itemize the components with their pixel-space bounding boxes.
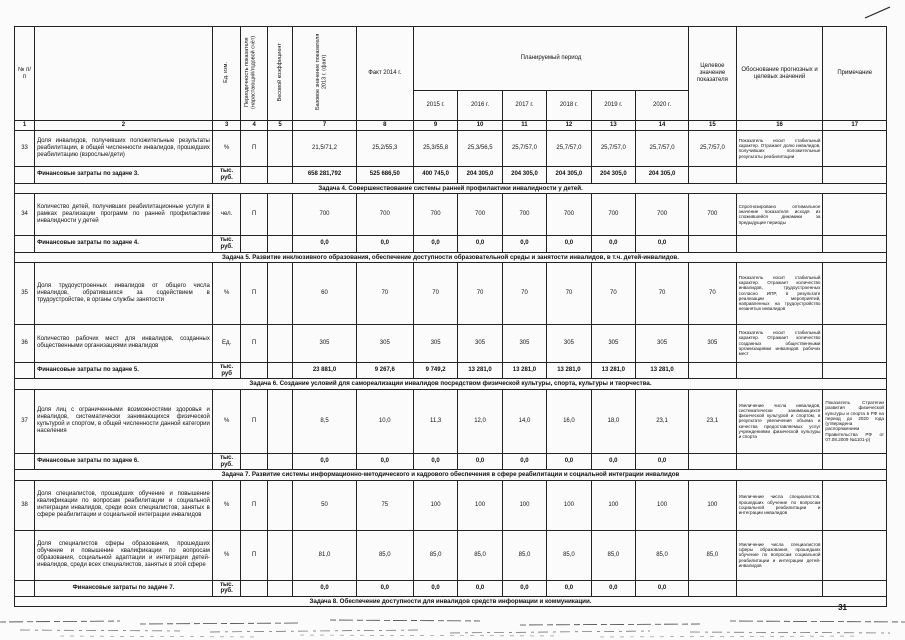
finance-2015: 0,0 bbox=[413, 453, 457, 470]
finance-2018: 13 281,0 bbox=[547, 362, 591, 379]
finance-unit: тыс. руб. bbox=[212, 166, 241, 183]
task-row bbox=[15, 379, 887, 389]
justification: Спрогнозировано оптимальное значение показателя исходя из сложившейся динамики за предыдущие периоды bbox=[736, 193, 823, 235]
fact-2014: 70 bbox=[356, 262, 413, 324]
value-2020: 100 bbox=[636, 480, 689, 530]
unit: % bbox=[212, 389, 241, 453]
baseline: 60 bbox=[293, 262, 356, 324]
value-2017: 85,0 bbox=[502, 530, 546, 580]
col-number: 3 bbox=[212, 121, 241, 131]
header-note: Примечание bbox=[823, 27, 887, 121]
note bbox=[823, 262, 887, 324]
unit: % bbox=[212, 130, 241, 166]
header-justification: Обоснование прогнозных и целевых значений bbox=[736, 27, 823, 121]
table-row bbox=[15, 389, 887, 453]
finance-unit: тыс. руб. bbox=[212, 580, 241, 597]
header-weight: Весовой коэффициент bbox=[276, 42, 283, 102]
fact-2014: 700 bbox=[356, 193, 413, 235]
finance-2014: 0,0 bbox=[356, 453, 413, 470]
col-number: 10 bbox=[458, 121, 502, 131]
finance-2016: 0,0 bbox=[458, 453, 502, 470]
value-2019: 700 bbox=[591, 193, 635, 235]
row-num bbox=[15, 530, 35, 580]
weight bbox=[267, 262, 292, 324]
col-number: 17 bbox=[823, 121, 887, 131]
finance-2014: 0,0 bbox=[356, 580, 413, 597]
finance-2015: 9 749,2 bbox=[413, 362, 457, 379]
value-2018: 700 bbox=[547, 193, 591, 235]
finance-baseline: 0,0 bbox=[293, 235, 356, 252]
fact-2014: 75 bbox=[356, 480, 413, 530]
target-value: 25,7/57,0 bbox=[689, 130, 737, 166]
finance-2018: 0,0 bbox=[547, 580, 591, 597]
unit: чел. bbox=[212, 193, 241, 235]
finance-2019: 204 305,0 bbox=[591, 166, 635, 183]
col-number: 15 bbox=[689, 121, 737, 131]
header-name bbox=[35, 27, 213, 121]
weight bbox=[267, 480, 292, 530]
page-number: 31 bbox=[838, 603, 847, 612]
value-2020: 70 bbox=[636, 262, 689, 324]
finance-label: Финансовые затраты по задаче 3. bbox=[35, 166, 213, 183]
value-2017: 100 bbox=[502, 480, 546, 530]
col-number: 2 bbox=[35, 121, 213, 131]
row-num: 33 bbox=[15, 130, 35, 166]
task-title: Задача 6. Создание условий для самореализации инвалидов посредством физической культуры, спорта, культуры и творчества. bbox=[15, 379, 887, 389]
finance-2017: 0,0 bbox=[502, 235, 546, 252]
justification: Показатель носит стабильный характер. Отражает количество созданных общественными организациями инвалидов рабочих мест bbox=[736, 324, 823, 362]
finance-unit: тыс. руб bbox=[212, 362, 241, 379]
value-2016: 85,0 bbox=[458, 530, 502, 580]
finance-2014: 525 686,50 bbox=[356, 166, 413, 183]
value-2018: 100 bbox=[547, 480, 591, 530]
value-2015: 70 bbox=[413, 262, 457, 324]
header-unit: Ед. изм. bbox=[223, 61, 230, 83]
finance-baseline: 23 881,0 bbox=[293, 362, 356, 379]
col-number: 5 bbox=[267, 121, 292, 131]
value-2016: 12,0 bbox=[458, 389, 502, 453]
baseline: 700 bbox=[293, 193, 356, 235]
value-2017: 14,0 bbox=[502, 389, 546, 453]
finance-2020: 204 305,0 bbox=[636, 166, 689, 183]
header-planned: Планируемый период bbox=[413, 27, 688, 91]
target-value: 23,1 bbox=[689, 389, 737, 453]
target-value: 100 bbox=[689, 480, 737, 530]
finance-2019: 0,0 bbox=[591, 235, 635, 252]
indicator-name: Количество детей, получивших реабилитационные услуги в рамках реализации программ по ранней профилактике инвалидности у детей bbox=[35, 193, 213, 235]
value-2015: 700 bbox=[413, 193, 457, 235]
value-2017: 25,7/57,0 bbox=[502, 130, 546, 166]
value-2015: 305 bbox=[413, 324, 457, 362]
header-periodicity: Периодичность показателя (нарастающий/годовой счёт) bbox=[244, 35, 257, 109]
baseline: 81,0 bbox=[293, 530, 356, 580]
finance-2014: 0,0 bbox=[356, 235, 413, 252]
finance-2020: 0,0 bbox=[636, 453, 689, 470]
baseline: 305 bbox=[293, 324, 356, 362]
value-2015: 11,3 bbox=[413, 389, 457, 453]
finance-baseline: 0,0 bbox=[293, 453, 356, 470]
weight bbox=[267, 530, 292, 580]
value-2019: 85,0 bbox=[591, 530, 635, 580]
finance-2018: 204 305,0 bbox=[547, 166, 591, 183]
note bbox=[823, 193, 887, 235]
finance-2016: 0,0 bbox=[458, 235, 502, 252]
value-2020: 23,1 bbox=[636, 389, 689, 453]
value-2019: 25,7/57,0 bbox=[591, 130, 635, 166]
col-number: 12 bbox=[547, 121, 591, 131]
finance-2017: 0,0 bbox=[502, 453, 546, 470]
weight bbox=[267, 193, 292, 235]
value-2020: 305 bbox=[636, 324, 689, 362]
target-value: 85,0 bbox=[689, 530, 737, 580]
unit: Ед. bbox=[212, 324, 241, 362]
indicator-name: Доля инвалидов, получивших положительные результаты реабилитации, в общей численности инвалидов, прошедших реабилитацию (взрослые/дети) bbox=[35, 130, 213, 166]
finance-2017: 0,0 bbox=[502, 580, 546, 597]
finance-2017: 13 281,0 bbox=[502, 362, 546, 379]
finance-2019: 0,0 bbox=[591, 453, 635, 470]
pen-mark bbox=[863, 4, 893, 20]
table-row bbox=[15, 480, 887, 530]
note bbox=[823, 130, 887, 166]
value-2018: 305 bbox=[547, 324, 591, 362]
header-fact2014: Факт 2014 г. bbox=[356, 27, 413, 121]
col-number: 1 bbox=[15, 121, 35, 131]
table-row bbox=[15, 262, 887, 324]
table-row bbox=[15, 130, 887, 166]
col-number: 7 bbox=[293, 121, 356, 131]
finance-row bbox=[15, 453, 887, 470]
value-2020: 85,0 bbox=[636, 530, 689, 580]
value-2019: 18,0 bbox=[591, 389, 635, 453]
weight bbox=[267, 389, 292, 453]
value-2015: 25,3/55,8 bbox=[413, 130, 457, 166]
finance-2014: 9 267,6 bbox=[356, 362, 413, 379]
finance-2016: 13 281,0 bbox=[458, 362, 502, 379]
col-number: 4 bbox=[241, 121, 267, 131]
header-year: 2016 г. bbox=[458, 91, 502, 121]
row-num: 36 bbox=[15, 324, 35, 362]
finance-2017: 204 305,0 bbox=[502, 166, 546, 183]
table-row bbox=[15, 530, 887, 580]
periodicity: П bbox=[241, 389, 267, 453]
task-title: Задача 4. Совершенствование системы ранней профилактики инвалидности у детей. bbox=[15, 183, 887, 193]
finance-2020: 0,0 bbox=[636, 580, 689, 597]
header-baseline: Базовое значение показателя 2013 г. (факт) bbox=[314, 33, 327, 111]
col-number: 13 bbox=[591, 121, 635, 131]
task-row bbox=[15, 252, 887, 262]
row-num: 35 bbox=[15, 262, 35, 324]
header-row-1 bbox=[15, 27, 887, 91]
col-number: 14 bbox=[636, 121, 689, 131]
value-2020: 25,7/57,0 bbox=[636, 130, 689, 166]
note: Показатель Стратегии развития физической культуры и спорта в РФ на период до 2020 года (утверждена распоряжением Правительства РФ от 07.08.2009 №1101-р) bbox=[823, 389, 887, 453]
table-row bbox=[15, 324, 887, 362]
fact-2014: 10,0 bbox=[356, 389, 413, 453]
task-row bbox=[15, 470, 887, 480]
unit: % bbox=[212, 480, 241, 530]
value-2016: 100 bbox=[458, 480, 502, 530]
periodicity: П bbox=[241, 130, 267, 166]
task-row bbox=[15, 597, 887, 607]
finance-row bbox=[15, 362, 887, 379]
value-2018: 70 bbox=[547, 262, 591, 324]
periodicity: П bbox=[241, 262, 267, 324]
finance-unit: тыс. руб. bbox=[212, 453, 241, 470]
row-num: 34 bbox=[15, 193, 35, 235]
header-year: 2018 г. bbox=[547, 91, 591, 121]
scan-artifact bbox=[0, 612, 905, 640]
target-value: 305 bbox=[689, 324, 737, 362]
header-year: 2019 г. bbox=[591, 91, 635, 121]
value-2017: 700 bbox=[502, 193, 546, 235]
note bbox=[823, 530, 887, 580]
indicator-name: Доля специалистов сферы образования, прошедших обучение и повышение квалификации по вопросам образования, социальной адаптации и интеграции детей-инвалидов, среди всех специалистов, занятых в этой сфере bbox=[35, 530, 213, 580]
value-2016: 70 bbox=[458, 262, 502, 324]
table-row bbox=[15, 193, 887, 235]
finance-2016: 0,0 bbox=[458, 580, 502, 597]
indicators-table bbox=[14, 26, 887, 607]
periodicity: П bbox=[241, 324, 267, 362]
value-2020: 700 bbox=[636, 193, 689, 235]
value-2019: 305 bbox=[591, 324, 635, 362]
row-num: 37 bbox=[15, 389, 35, 453]
header-target: Целевое значение показателя bbox=[689, 27, 737, 121]
value-2016: 700 bbox=[458, 193, 502, 235]
weight bbox=[267, 324, 292, 362]
finance-label: Финансовые затраты по задаче 6. bbox=[35, 453, 213, 470]
unit: % bbox=[212, 262, 241, 324]
finance-row bbox=[15, 166, 887, 183]
justification: Увеличение числа инвалидов, систематически занимающихся физической культурой и спортом, в результате увеличения объема и качества предоставляемых услуг учреждениями физической культуры и спорта bbox=[736, 389, 823, 453]
value-2018: 85,0 bbox=[547, 530, 591, 580]
justification: Увеличение числа специалистов, прошедших обучение по вопросам социальной реабилитации и интеграции инвалидов bbox=[736, 480, 823, 530]
finance-2015: 0,0 bbox=[413, 235, 457, 252]
baseline: 8,5 bbox=[293, 389, 356, 453]
fact-2014: 305 bbox=[356, 324, 413, 362]
value-2016: 25,3/56,5 bbox=[458, 130, 502, 166]
finance-label: Финансовые затраты по задаче 4. bbox=[35, 235, 213, 252]
justification: Показатель носит стабильный характер. Отражает количество инвалидов, трудоустроенных согласно ИПР, в результате реализации мероприятий, направленных на трудоустройство незанятых инвалидов bbox=[736, 262, 823, 324]
baseline: 21,5/71,2 bbox=[293, 130, 356, 166]
fact-2014: 25,2/55,3 bbox=[356, 130, 413, 166]
indicator-name: Количество рабочих мест для инвалидов, созданных общественными организациями инвалидов bbox=[35, 324, 213, 362]
header-year: 2015 г. bbox=[413, 91, 457, 121]
finance-2019: 0,0 bbox=[591, 580, 635, 597]
value-2015: 85,0 bbox=[413, 530, 457, 580]
row-num: 38 bbox=[15, 480, 35, 530]
finance-label: Финансовые затраты по задаче 7. bbox=[35, 580, 213, 597]
value-2017: 305 bbox=[502, 324, 546, 362]
header-year: 2020 г. bbox=[636, 91, 689, 121]
target-value: 700 bbox=[689, 193, 737, 235]
justification: Показатель носит стабильный характер. Отражает долю инвалидов, получивших положительные результаты реабилитации bbox=[736, 130, 823, 166]
unit: % bbox=[212, 530, 241, 580]
periodicity: П bbox=[241, 193, 267, 235]
indicator-name: Доля трудоустроенных инвалидов от общего числа инвалидов, обратившихся за содействием в трудоустройстве, в органы службы занятости bbox=[35, 262, 213, 324]
finance-2015: 400 745,0 bbox=[413, 166, 457, 183]
value-2016: 305 bbox=[458, 324, 502, 362]
value-2019: 70 bbox=[591, 262, 635, 324]
task-title: Задача 5. Развитие инклюзивного образования, обеспечение доступности образовательной среды и занятости инвалидов, в т.ч. детей-инвалидов. bbox=[15, 252, 887, 262]
finance-2020: 13 281,0 bbox=[636, 362, 689, 379]
periodicity: П bbox=[241, 480, 267, 530]
finance-baseline: 658 281,792 bbox=[293, 166, 356, 183]
finance-row bbox=[15, 235, 887, 252]
justification: Увеличение числа специалистов сферы образования, прошедших обучение по вопросам социальной реабилитации и интеграции детей-инвалидов bbox=[736, 530, 823, 580]
col-number: 11 bbox=[502, 121, 546, 131]
periodicity: П bbox=[241, 530, 267, 580]
value-2018: 25,7/57,0 bbox=[547, 130, 591, 166]
finance-2016: 204 305,0 bbox=[458, 166, 502, 183]
finance-2019: 13 281,0 bbox=[591, 362, 635, 379]
indicator-name: Доля лиц с ограниченными возможностями здоровья и инвалидов, систематически занимающихся физической культурой и спортом, в общей численности данной категории населения bbox=[35, 389, 213, 453]
finance-2020: 0,0 bbox=[636, 235, 689, 252]
header-num: № п/п bbox=[15, 27, 35, 121]
value-2018: 16,0 bbox=[547, 389, 591, 453]
finance-2018: 0,0 bbox=[547, 235, 591, 252]
fact-2014: 85,0 bbox=[356, 530, 413, 580]
note bbox=[823, 324, 887, 362]
col-number: 9 bbox=[413, 121, 457, 131]
weight bbox=[267, 130, 292, 166]
value-2017: 70 bbox=[502, 262, 546, 324]
col-number: 8 bbox=[356, 121, 413, 131]
header-year: 2017 г. bbox=[502, 91, 546, 121]
note bbox=[823, 480, 887, 530]
col-number: 16 bbox=[736, 121, 823, 131]
baseline: 50 bbox=[293, 480, 356, 530]
value-2019: 100 bbox=[591, 480, 635, 530]
finance-2015: 0,0 bbox=[413, 580, 457, 597]
task-title: Задача 7. Развитие системы информационно-методического и кадрового обеспечения в сфере реабилитации и социальной интеграции инвалидов bbox=[15, 470, 887, 480]
task-row bbox=[15, 183, 887, 193]
value-2015: 100 bbox=[413, 480, 457, 530]
target-value: 70 bbox=[689, 262, 737, 324]
finance-row bbox=[15, 580, 887, 597]
task-title: Задача 8. Обеспечение доступности для инвалидов средств информации и коммуникации. bbox=[15, 597, 887, 607]
indicator-name: Доля специалистов, прошедших обучение и повышение квалификации по вопросам реабилитации и социальной интеграции инвалидов, среди всех специалистов, занятых в сфере реабилитации и социальной интеграции инвалидов bbox=[35, 480, 213, 530]
finance-unit: тыс. руб. bbox=[212, 235, 241, 252]
finance-2018: 0,0 bbox=[547, 453, 591, 470]
finance-baseline: 0,0 bbox=[293, 580, 356, 597]
finance-label: Финансовые затраты по задаче 5. bbox=[35, 362, 213, 379]
column-numbers-row bbox=[15, 121, 887, 131]
